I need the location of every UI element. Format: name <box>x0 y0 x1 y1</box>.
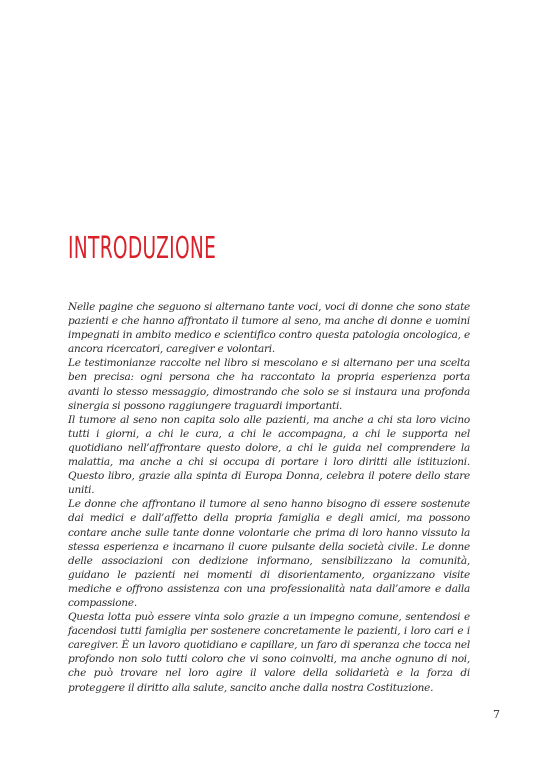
paragraph: Il tumore al seno non capita solo alle pazienti, ma anche a chi sta loro vicino tutti i giorni, a chi le cura, a chi le accompagna, a chi le supporta nel quotidiano nell’affrontare questo dolore, a chi le guida nel comprendere la malattia, ma anche a chi si occupa di portare i loro diritti alle istituzioni. Questo libro, grazie alla spinta di Europa Donna, celebra il potere dello stare uniti. <box>68 413 470 497</box>
page-number: 7 <box>493 708 500 721</box>
body-text <box>68 300 470 695</box>
paragraph: Le testimonianze raccolte nel libro si mescolano e si alternano per una scelta ben precisa: ogni persona che ha raccontato la propria esperienza porta avanti lo stesso messaggio, dimostrando che solo se si instaura una profonda sinergia si possono raggiungere traguardi importanti. <box>68 357 470 412</box>
paragraph: Nelle pagine che seguono si alternano tante voci, voci di donne che sono state pazienti e che hanno affrontato il tumore al seno, ma anche di donne e uomini impegnati in ambito medico e scientifico contro questa patologia oncologica, e ancora ricercatori, caregiver e volontari. <box>68 301 470 356</box>
paragraph: Le donne che affrontano il tumore al seno hanno bisogno di essere sostenute dai medici e dall’affetto della propria famiglia e degli amici, ma possono contare anche sulle tante donne volontarie che prima di loro hanno vissuto la stessa esperienza e incarnano il cuore pulsante della società civile. Le donne delle associazioni con dedizione informano, sensibilizzano la comunità, guidano le pazienti nei momenti di disorientamento, organizzano visite mediche e offrono assistenza con una professionalità nata dall’amore e dalla compassione. <box>68 498 470 609</box>
chapter-title: INTRODUZIONE <box>68 231 217 266</box>
paragraph: Questa lotta può essere vinta solo grazie a un impegno comune, sentendosi e facendosi tutti famiglia per sostenere concretamente le pazienti, i loro cari e i caregiver. È un lavoro quotidiano e capillare, un faro di speranza che tocca nel profondo non solo tutti coloro che vi sono coinvolti, ma anche ognuno di noi, che può trovare nel loro agire il valore della solidarietà e la forza di proteggere il diritto alla salute, sancito anche dalla nostra Costituzione. <box>68 611 470 694</box>
